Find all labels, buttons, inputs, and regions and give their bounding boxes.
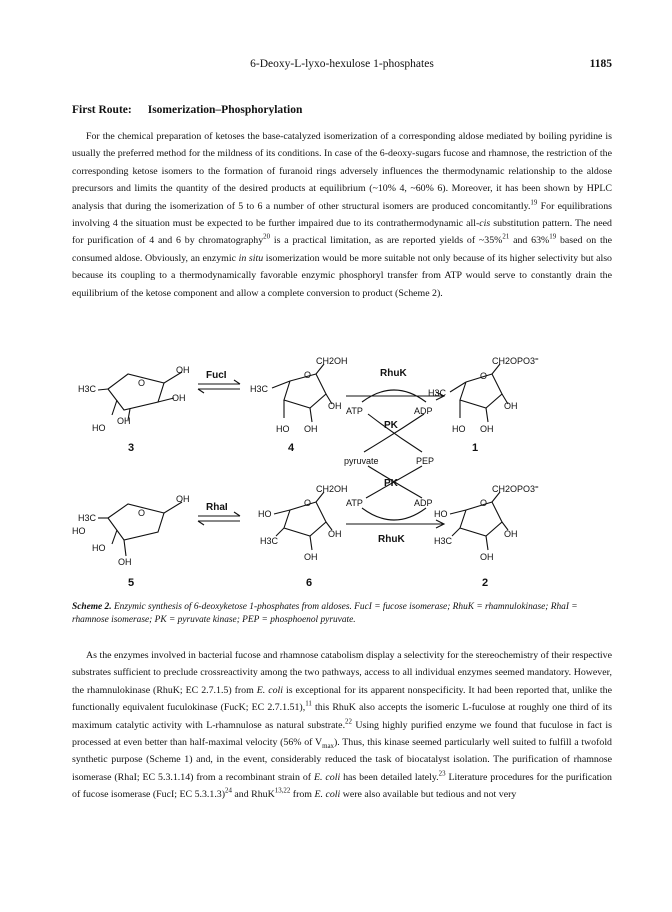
rhuK-bottom-arrow — [346, 508, 444, 528]
cofactor-label: ATP — [346, 498, 363, 508]
structure-2 — [450, 492, 508, 550]
section-label: First Route: — [72, 104, 132, 116]
atom-label: CH2OH — [316, 356, 348, 366]
atom-label: OH — [328, 529, 342, 539]
compound-number: 2 — [482, 577, 489, 589]
atom-label: O — [304, 370, 312, 380]
atom-label: OH — [118, 557, 132, 567]
atom-label: HO — [258, 509, 272, 519]
caption-text: Enzymic synthesis of 6-deoxyketose 1-phosphates from aldoses. FucI = fucose isomerase; RhuK = rhamnulokinase; RhaI = rhamnose isomerase; PK = pyruvate kinase; PEP = phosphoenol pyruvate. — [72, 602, 578, 625]
atom-label: H3C — [78, 384, 97, 394]
cofactor-label: ADP — [414, 498, 433, 508]
enzyme-label: RhuK — [380, 368, 407, 379]
scheme-caption — [72, 601, 612, 627]
atom-label: O — [138, 378, 146, 388]
atom-label: HO — [452, 424, 466, 434]
structure-4 — [272, 364, 332, 422]
atom-label: CH2OH — [316, 484, 348, 494]
running-title: 6-Deoxy-L-lyxo-hexulose 1-phosphates — [250, 58, 434, 70]
atom-label: HO — [92, 423, 106, 433]
reference-superscript: 23 — [438, 770, 446, 778]
reference-superscript: 11 — [305, 700, 312, 708]
atom-label: O — [480, 498, 488, 508]
compound-number: 6 — [306, 577, 313, 589]
reference-superscript: 22 — [345, 718, 352, 726]
atom-label: OH — [172, 393, 186, 403]
atom-label: CH2OPO3= — [492, 356, 539, 366]
atom-label: OH — [480, 424, 494, 434]
atom-label: HO — [72, 526, 86, 536]
atom-label: H3C — [428, 388, 447, 398]
cofactor-label: PEP — [416, 456, 435, 466]
atom-label: OH — [480, 552, 494, 562]
structure-1 — [450, 364, 508, 422]
atom-label: H3C — [434, 536, 453, 546]
atom-label: H3C — [260, 536, 279, 546]
reference-superscript: 19 — [530, 199, 538, 207]
atom-label: HO — [92, 543, 106, 553]
structure-6 — [274, 492, 332, 550]
paragraph-1: For the chemical preparation of ketoses the base-catalyzed isomerization of a corresponding aldose mediated by boiling pyridine is usually the preferred method for the mildness of its conditions. In case of the 6-deoxy-sugars fucose and rhamnose, the restriction of the corresponding ketose isomers to the formation of furanoid rings adversely influences the thermodynamic relationship to the aldose precursors and limits the quantity of the desired products at equilibrium (~10% 4, ~60% 6). Moreover, it has been shown by HPLC analysis that during the isomerization of 5 to 6 a number of other structural isomers are produced concomitantly.$^{19}$ For equilibrations involving 4 the situation must be expected to be further impaired due to its contrathermodynamic all-cis substitution pattern. The need for purification of 4 and 6 by chromatography$^{20}$ is a practical limitation, as are reported yields of ~35%$^{21}$ and 63%$^{19}$ based on the consumed aldose. Obviously, an enzymic in situ isomerization would be more suitable not only because of its higher selectivity but also because its coupling to a thermodynamically favorable enzymic phosphoryl transfer from ATP would serve to constantly drain the equilibrium of the ketose component and allow a complete conversion to product (Scheme 2). — [72, 131, 613, 299]
paragraph-2: As the enzymes involved in bacterial fucose and rhamnose catabolism display a selectivity for the stereochemistry of their respective substrates sufficient to preclude crossreactivity among the two pathways, access to all individual enzymes seemed mandatory. However, the rhamnulokinase (RhuK; EC 2.7.1.5) from E. coli is exceptional for its apparent nonspecificity. It had been reported that, unlike the functionally equivalent fuculokinase (FucK; EC 2.7.1.51),$^{11}$ this RhuK also accepts the isomeric L-fuculose at roughly one third of its maximum catalytic activity with L-rhamnulose as natural substrate.$^{22}$ Using highly purified enzyme we found that fuculose in fact is processed at even better than half-maximal velocity (56% of $V_{max}$). Thus, this kinase seemed particularly well suited to fulfill a twofold synthetic purpose (Scheme 1) and, in the event, considerably reduced the task of biocatalyst isolation. The purification of rhamnose isomerase (RhaI; EC 5.3.1.14) from a recombinant strain of E. coli has been detailed lately.$^{23}$ Literature procedures for the purification of fucose isomerase (FucI; EC 5.3.1.3)$^{24}$ and RhuK$^{13,22}$ from E. coli were also available but tedious and not very — [72, 650, 613, 801]
enzyme-label: RhuK — [378, 534, 405, 545]
reference-superscript: 13,22 — [274, 787, 291, 795]
reference-superscript: 24 — [225, 787, 232, 795]
atom-label: O — [304, 498, 312, 508]
enzyme-label: PK — [384, 420, 398, 431]
reference-superscript: 21 — [502, 234, 510, 242]
cofactor-label: pyruvate — [344, 456, 379, 466]
enzyme-label: FucI — [206, 370, 227, 381]
compound-number: 3 — [128, 442, 135, 454]
compound-number: 1 — [472, 442, 479, 454]
atom-label: HO — [276, 424, 290, 434]
atom-label: OH — [304, 552, 318, 562]
rhaI-equilibrium-arrow — [198, 512, 240, 525]
atom-label: OH — [176, 494, 190, 504]
reference-superscript: 20 — [263, 234, 271, 242]
atom-label: OH — [176, 365, 190, 375]
enzyme-label: RhaI — [206, 502, 228, 513]
atom-label: HO — [434, 509, 448, 519]
atom-label: OH — [304, 424, 318, 434]
cofactor-label: ATP — [346, 406, 363, 416]
atom-label: OH — [117, 416, 131, 426]
atom-label: O — [138, 508, 146, 518]
atom-label: OH — [328, 401, 342, 411]
scheme-2-diagram — [72, 352, 612, 597]
section-heading — [72, 104, 302, 116]
atom-label: OH — [504, 529, 518, 539]
compound-number: 4 — [288, 442, 295, 454]
atom-label: H3C — [250, 384, 269, 394]
section-title: Isomerization–Phosphorylation — [147, 104, 303, 116]
atom-label: O — [480, 371, 488, 381]
compound-number: 5 — [128, 577, 135, 589]
cofactor-label: ADP — [414, 406, 433, 416]
reference-superscript: 19 — [549, 234, 557, 242]
running-header — [72, 58, 612, 74]
fucI-equilibrium-arrow — [198, 380, 240, 393]
atom-label: H3C — [78, 513, 97, 523]
atom-label: OH — [504, 401, 518, 411]
atom-label: CH2OPO3= — [492, 484, 539, 494]
caption-label: Scheme 2. — [72, 602, 112, 612]
page-number: 1185 — [589, 58, 612, 70]
enzyme-label: PK — [384, 478, 398, 489]
